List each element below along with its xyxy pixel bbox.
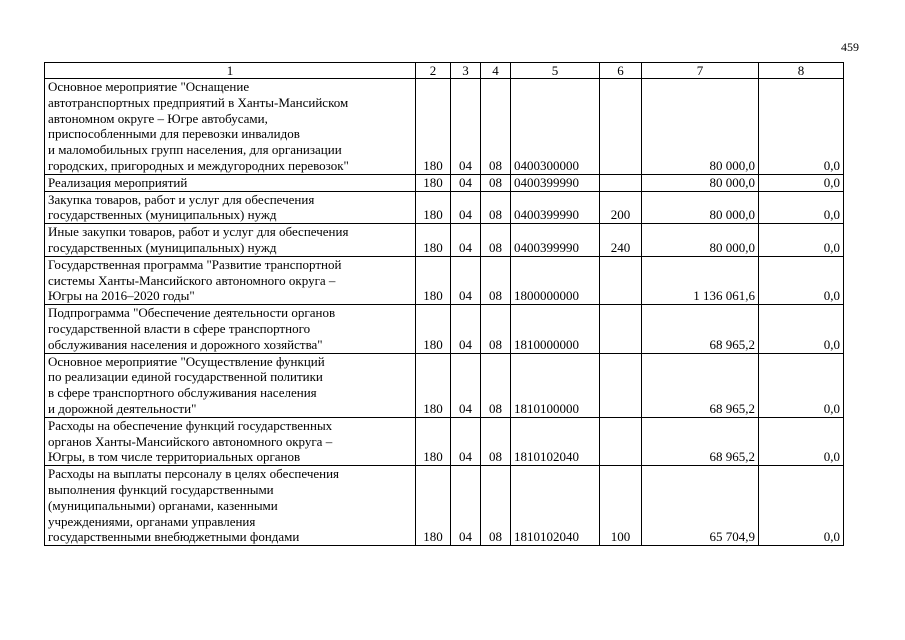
row-subsection: 08 [481,191,511,224]
row-expense-type: 200 [600,191,642,224]
row-section: 04 [451,466,481,546]
row-expense-type: 100 [600,466,642,546]
row-grbs: 180 [416,305,451,353]
row-amount: 80 000,0 [642,191,759,224]
row-subsection: 08 [481,79,511,175]
table-row [45,353,844,417]
column-header: 1 [45,63,416,79]
row-amount: 68 965,2 [642,305,759,353]
budget-table [44,62,844,546]
row-expense-type: 240 [600,224,642,257]
column-header: 7 [642,63,759,79]
row-amount-2: 0,0 [759,466,844,546]
row-amount-2: 0,0 [759,256,844,304]
row-amount-2: 0,0 [759,224,844,257]
row-name: Основное мероприятие "Осуществление функций по реализации единой государственной политики в сфере транспортного обслуживания населения и дорожной деятельности" [45,353,416,417]
row-expense-type [600,305,642,353]
row-amount: 1 136 061,6 [642,256,759,304]
row-grbs: 180 [416,174,451,191]
column-header: 2 [416,63,451,79]
row-expense-type [600,417,642,465]
table-row [45,224,844,257]
row-amount-2: 0,0 [759,305,844,353]
page-number: 459 [841,40,859,54]
row-expense-type [600,353,642,417]
row-target-article: 0400399990 [511,191,600,224]
row-name: Реализация мероприятий [45,174,416,191]
column-header: 6 [600,63,642,79]
row-name: Государственная программа "Развитие транспортной системы Ханты-Мансийского автономного округа – Югры на 2016–2020 годы" [45,256,416,304]
row-section: 04 [451,353,481,417]
row-section: 04 [451,191,481,224]
row-amount-2: 0,0 [759,174,844,191]
row-target-article: 1810102040 [511,417,600,465]
row-grbs: 180 [416,417,451,465]
table-row [45,79,844,175]
table-row [45,174,844,191]
row-target-article: 1810102040 [511,466,600,546]
row-name: Подпрограмма "Обеспечение деятельности органов государственной власти в сфере транспортного обслуживания населения и дорожного хозяйства" [45,305,416,353]
row-grbs: 180 [416,353,451,417]
row-amount: 68 965,2 [642,417,759,465]
row-section: 04 [451,79,481,175]
row-amount-2: 0,0 [759,417,844,465]
row-grbs: 180 [416,191,451,224]
row-target-article: 1800000000 [511,256,600,304]
row-subsection: 08 [481,174,511,191]
row-amount-2: 0,0 [759,191,844,224]
row-target-article: 0400399990 [511,174,600,191]
row-name: Закупка товаров, работ и услуг для обеспечения государственных (муниципальных) нужд [45,191,416,224]
row-section: 04 [451,305,481,353]
column-header: 3 [451,63,481,79]
column-header: 5 [511,63,600,79]
table-row [45,417,844,465]
column-header: 8 [759,63,844,79]
row-section: 04 [451,256,481,304]
row-amount: 80 000,0 [642,224,759,257]
row-section: 04 [451,417,481,465]
row-grbs: 180 [416,79,451,175]
row-expense-type [600,256,642,304]
row-name: Основное мероприятие "Оснащение автотранспортных предприятий в Ханты-Мансийском автономном округе – Югре автобусами, приспособленными для перевозки инвалидов и маломобильных групп населения, для организации городских, пригородных и междугородних перевозок" [45,79,416,175]
row-subsection: 08 [481,353,511,417]
row-name: Иные закупки товаров, работ и услуг для обеспечения государственных (муниципальных) нужд [45,224,416,257]
row-target-article: 0400300000 [511,79,600,175]
row-name: Расходы на выплаты персоналу в целях обеспечения выполнения функций государственными (муниципальными) органами, казенными учреждениями, органами управления государственными внебюджетными фондами [45,466,416,546]
row-subsection: 08 [481,466,511,546]
table-row [45,466,844,546]
row-subsection: 08 [481,417,511,465]
row-expense-type [600,79,642,175]
row-target-article: 1810000000 [511,305,600,353]
row-grbs: 180 [416,256,451,304]
row-amount: 80 000,0 [642,79,759,175]
row-name: Расходы на обеспечение функций государственных органов Ханты-Мансийского автономного округа – Югры, в том числе территориальных органов [45,417,416,465]
row-amount: 80 000,0 [642,174,759,191]
table-row [45,305,844,353]
row-target-article: 0400399990 [511,224,600,257]
row-target-article: 1810100000 [511,353,600,417]
header-row [45,63,844,79]
table-row [45,191,844,224]
row-amount: 65 704,9 [642,466,759,546]
table-row [45,256,844,304]
row-expense-type [600,174,642,191]
row-amount-2: 0,0 [759,79,844,175]
row-amount: 68 965,2 [642,353,759,417]
row-subsection: 08 [481,256,511,304]
row-grbs: 180 [416,224,451,257]
row-amount-2: 0,0 [759,353,844,417]
row-grbs: 180 [416,466,451,546]
row-section: 04 [451,224,481,257]
row-subsection: 08 [481,305,511,353]
column-header: 4 [481,63,511,79]
row-subsection: 08 [481,224,511,257]
row-section: 04 [451,174,481,191]
